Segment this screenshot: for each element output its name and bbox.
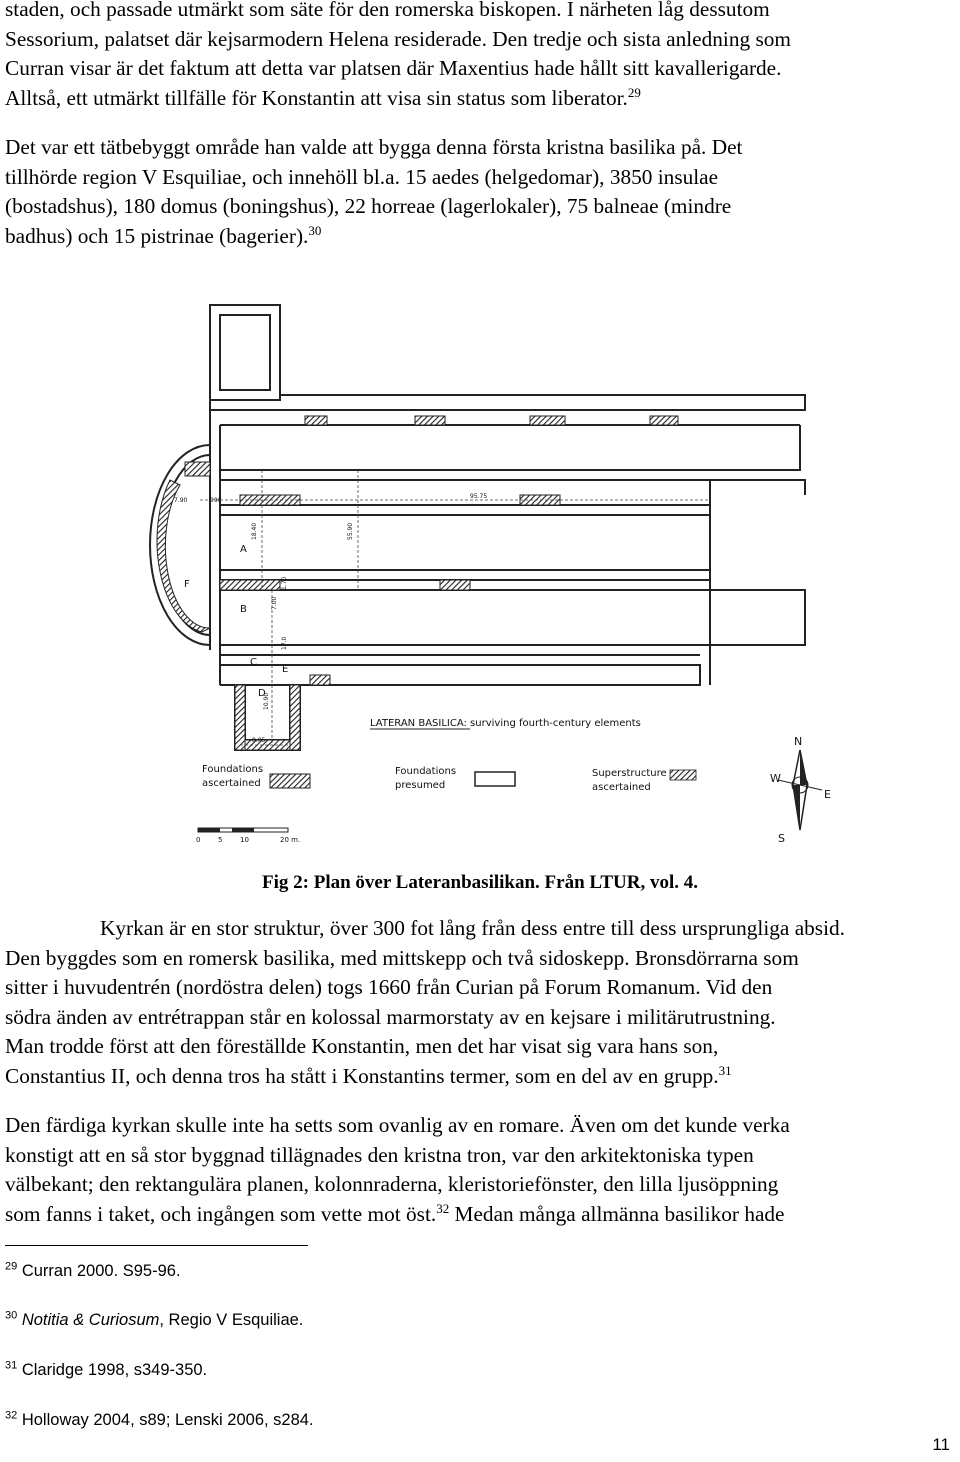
footnote-number: 29 [5, 1260, 18, 1273]
dimension-label: 1.70 [281, 576, 288, 590]
footnote-number: 31 [5, 1359, 18, 1372]
text-line: Kyrkan är en stor struktur, över 300 fot lång från dess entre till dess ursprungliga absid. [100, 916, 845, 940]
text-line: södra änden av entrétrappan står en kolossal marmorstaty av en kejsare i militärutrustning. [5, 1004, 776, 1029]
text-line: konstigt att en så stor byggnad tillägnades den kristna tron, var den arkitektoniska typen [5, 1142, 754, 1167]
paragraph-2 [5, 133, 940, 251]
page-number: 11 [932, 1435, 950, 1454]
footnote [5, 1361, 207, 1380]
footnote [5, 1262, 181, 1281]
marker-d: D [258, 688, 266, 699]
footnote-title: Notitia & Curiosum [21, 1311, 160, 1329]
compass-icon [778, 750, 822, 830]
lateran-floor-plan [140, 290, 870, 850]
dimension-label: 7.90 [174, 497, 188, 504]
text-line: Det var ett tätbebyggt område han valde att bygga denna första kristna basilika på. Det [5, 135, 743, 159]
compass-s: S [778, 832, 785, 845]
text-line [5, 84, 940, 114]
footnote-number: 32 [5, 1409, 18, 1422]
legend-label: Foundations [202, 764, 264, 775]
text-line [5, 1062, 940, 1092]
text-line: Sessorium, palatset där kejsarmodern Helena residerade. Den tredje och sista anledning som [5, 26, 791, 51]
footnote-text: Holloway 2004, s89; Lenski 2006, s284. [21, 1411, 314, 1429]
marker-a: A [240, 544, 247, 555]
marker-e: E [282, 664, 289, 675]
legend-label: Superstructure [592, 768, 667, 779]
text-line [5, 1200, 940, 1230]
marker-b: B [240, 604, 247, 615]
paragraph-1 [5, 0, 940, 113]
footnote-text: , Regio V Esquiliae. [159, 1311, 304, 1329]
paragraph-4 [5, 1111, 940, 1229]
text-line: Man trodde först att den föreställde Konstantin, men det har visat sig vara hans son, [5, 1034, 719, 1059]
legend-label: ascertained [592, 782, 651, 793]
text-line-content: Medan många allmänna basilikor hade [449, 1201, 785, 1226]
dimension-label: 18.40 [251, 522, 258, 540]
legend-empty-swatch [475, 772, 515, 786]
paragraph-3 [5, 914, 940, 1092]
text-line: tillhörde region V Esquiliae, och innehöll bl.a. 15 aedes (helgedomar), 3850 insulae [5, 164, 719, 189]
footnote [5, 1311, 303, 1330]
text-line: sitter i huvudentrén (nordöstra delen) togs 1660 från Curian på Forum Romanum. Vid den [5, 975, 773, 1000]
legend-label: Foundations [395, 766, 457, 777]
figure-caption: Fig 2: Plan över Lateranbasilikan. Från LTUR, vol. 4. [262, 872, 698, 893]
footnote-number: 30 [5, 1309, 18, 1322]
footnote-text: Curran 2000. S95-96. [21, 1262, 181, 1280]
scale-label: 0 [196, 836, 201, 844]
dimension-label: 10.90 [263, 692, 270, 710]
text-line-content: badhus) och 15 pistrinae (bagerier). [5, 223, 309, 248]
text-line: Curran visar är det faktum att detta var platsen där Maxentius hade hållt sitt kavallerigarde. [5, 56, 782, 81]
dimension-label: 17.0 [281, 636, 288, 650]
dimension-label: 090 [210, 497, 222, 504]
text-line-content: Alltså, ett utmärkt tillfälle för Konstantin att visa sin status som liberator. [5, 85, 628, 110]
text-line-content: Constantius II, och denna tros ha stått i Konstantins termer, som en del av en grupp. [5, 1063, 719, 1088]
text-line: Den byggdes som en romersk basilika, med mittskepp och två sidoskepp. Bronsdörrarna som [5, 945, 799, 970]
dimension-label: 8.05 [252, 737, 266, 744]
footnote-ref[interactable]: 31 [718, 1062, 732, 1078]
scale-label: 5 [218, 836, 223, 844]
legend-superstructure-swatch [670, 770, 696, 780]
dimension-label: 95.75 [470, 493, 488, 500]
text-line-content: som fanns i taket, och ingången som vette mot öst. [5, 1201, 437, 1226]
footnote-ref[interactable]: 32 [436, 1200, 450, 1216]
footnote [5, 1411, 314, 1430]
text-line [5, 222, 940, 252]
plan-title: LATERAN BASILICA: surviving fourth-century elements [370, 718, 641, 729]
text-line: välbekant; den rektangulära planen, kolonnraderna, kleristoriefönster, den lilla ljusöppning [5, 1172, 779, 1197]
compass-w: W [770, 772, 781, 785]
compass-e: E [824, 788, 831, 801]
footnote-text: Claridge 1998, s349-350. [21, 1361, 208, 1379]
text-line: Den färdiga kyrkan skulle inte ha setts som ovanlig av en romare. Även om det kunde verka [5, 1113, 790, 1137]
text-line: (bostadshus), 180 domus (boningshus), 22 horreae (lagerlokaler), 75 balneae (mindre [5, 194, 732, 219]
compass-n: N [794, 735, 803, 748]
legend-hatched-swatch [270, 774, 310, 788]
scale-label: 20 m. [280, 836, 301, 844]
scale-bar [198, 828, 288, 832]
dimension-label: 55.90 [347, 522, 354, 540]
legend-label: presumed [395, 780, 446, 791]
dimension-label: 7.00 [271, 596, 278, 610]
marker-f: F [184, 579, 190, 590]
footnote-ref[interactable]: 29 [627, 84, 641, 100]
footnote-separator [5, 1245, 308, 1246]
marker-c: C [250, 657, 257, 668]
scale-label: 10 [240, 836, 249, 844]
legend-label: ascertained [202, 778, 261, 789]
text-line: staden, och passade utmärkt som säte för den romerska biskopen. I närheten låg dessutom [5, 0, 770, 21]
footnote-ref[interactable]: 30 [308, 222, 322, 238]
